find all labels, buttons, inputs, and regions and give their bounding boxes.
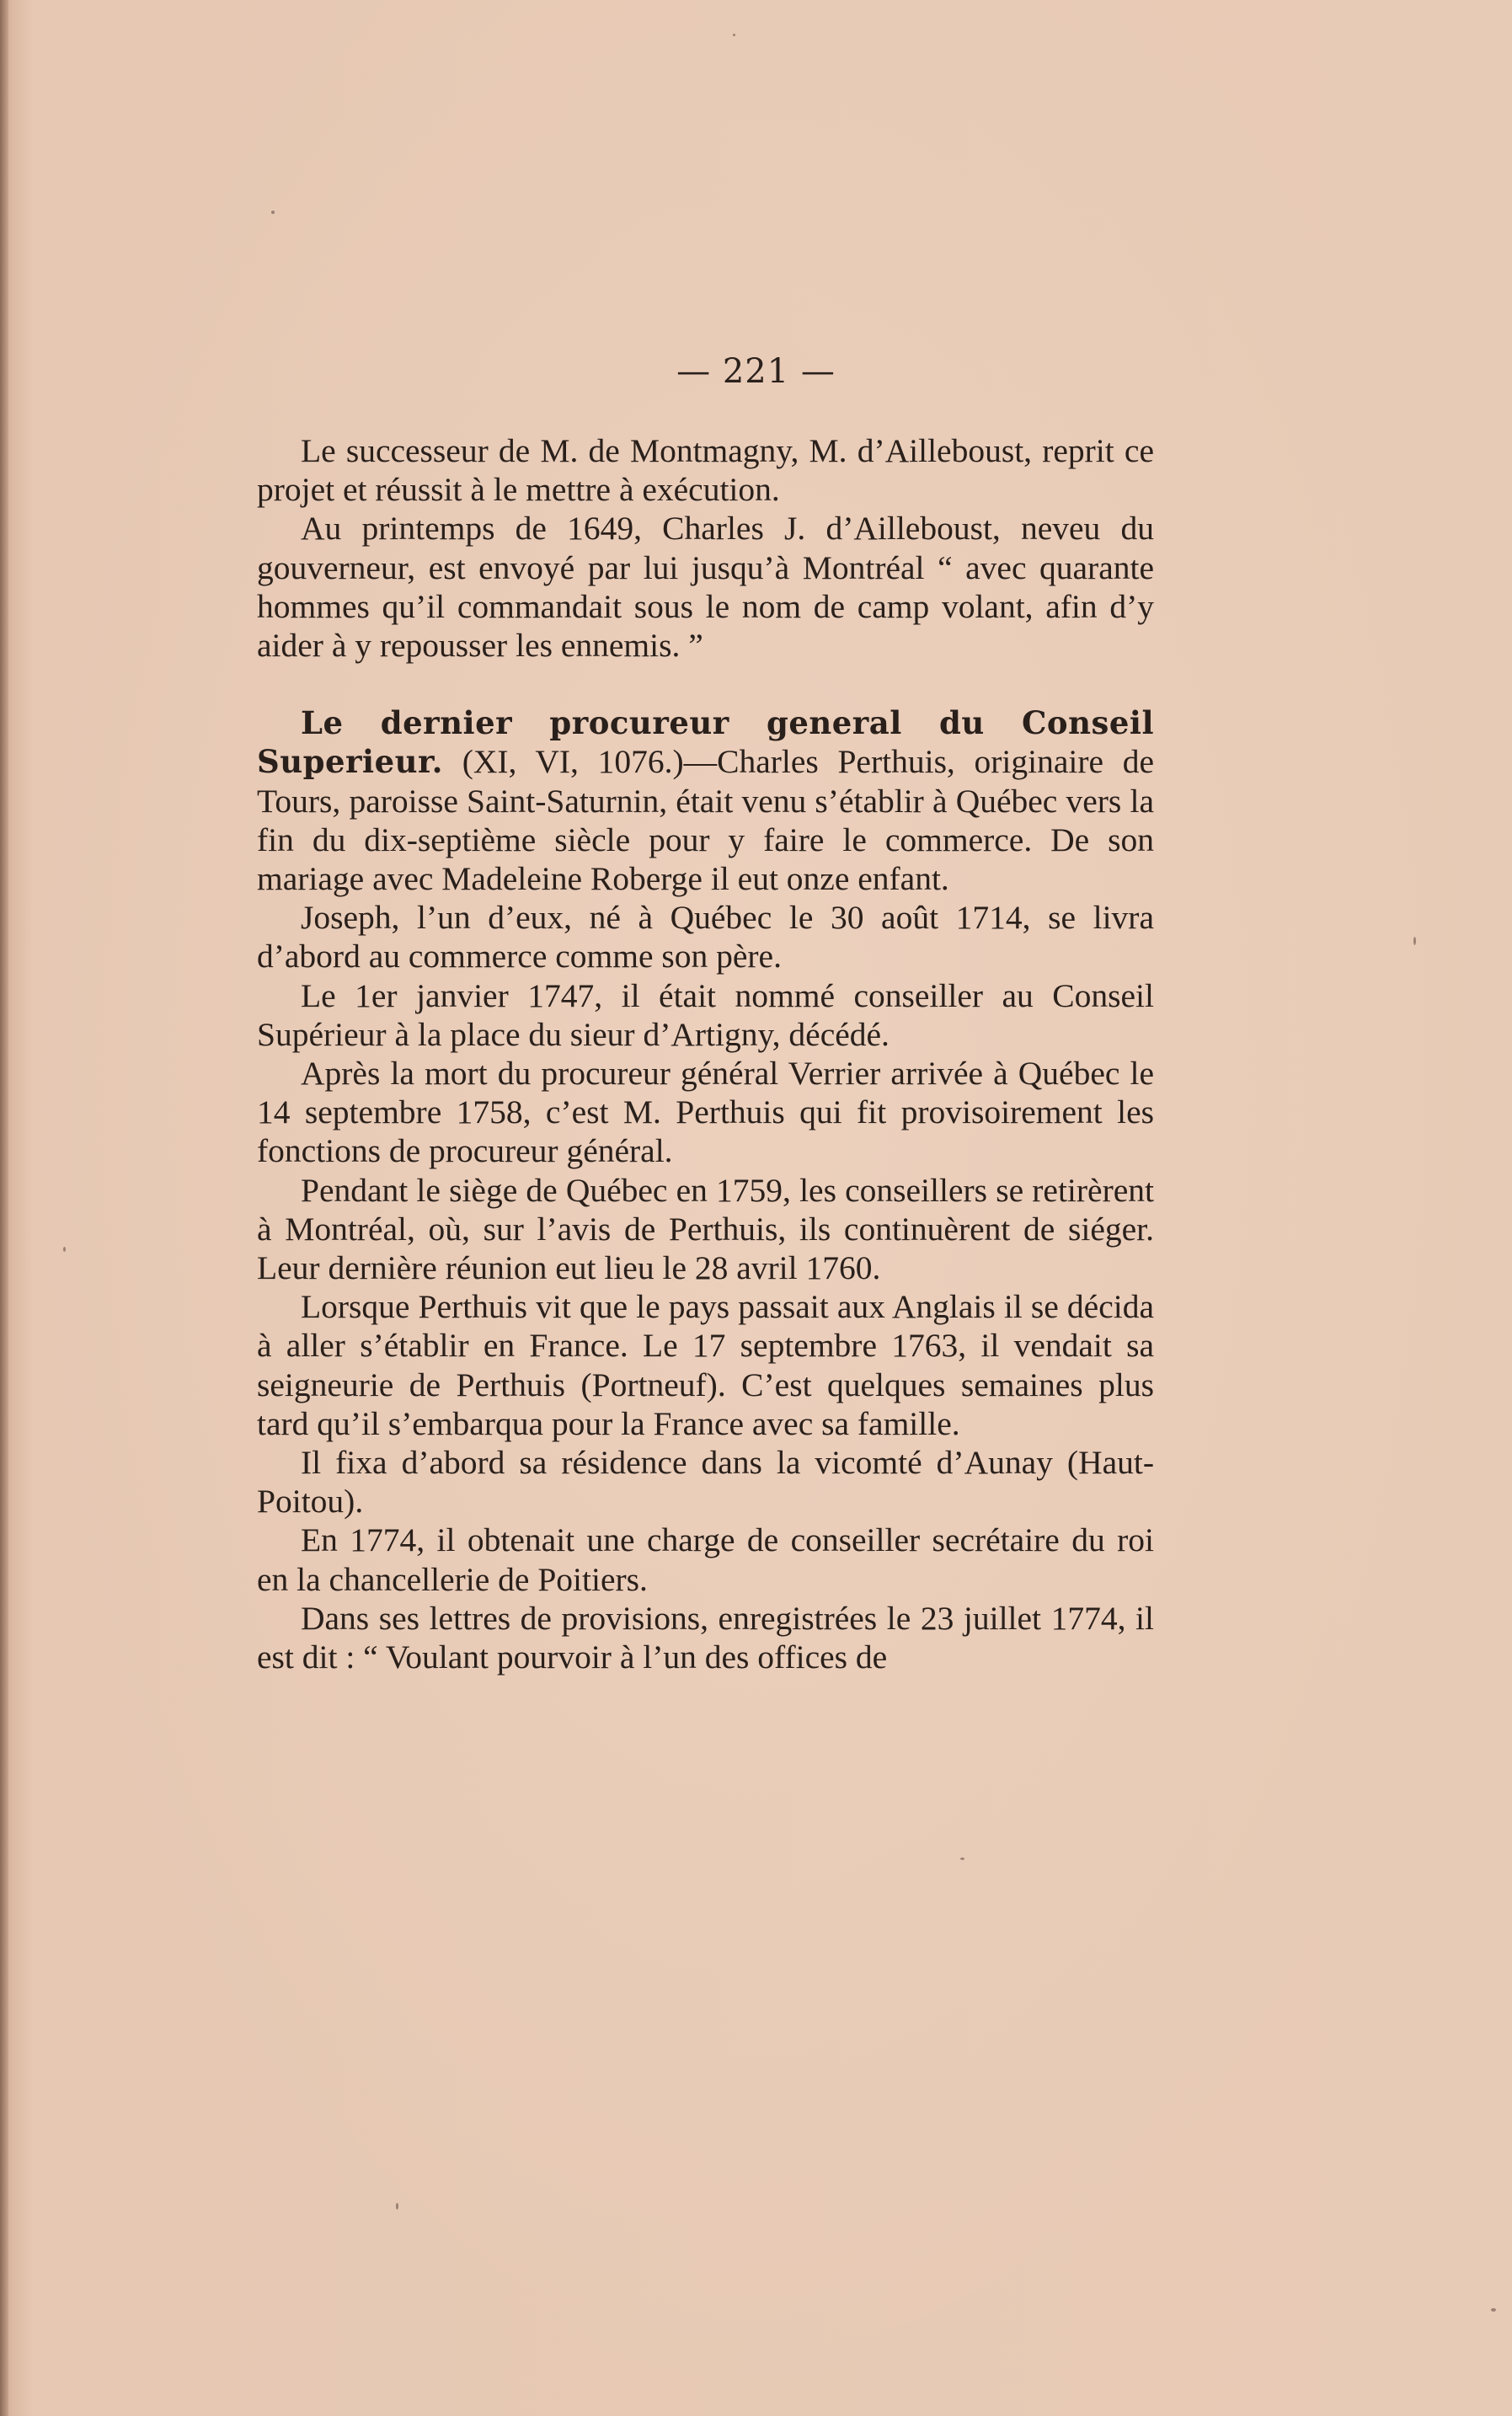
paragraph-text: Dans ses lettres de provisions, enregistrées le 23 juillet 1774, il est dit : “ Voulant pourvoir à l’un des offices de [257,1599,1154,1676]
paragraph-11 [257,1599,1154,1676]
paragraph-text: Lorsque Perthuis vit que le pays passait aux Anglais il se décida à aller s’établir en France. Le 17 septembre 1763, il vendait sa seigneurie de Perthuis (Portneuf). C’est quelques semaines plus tard qu’il s’embarqua pour la France avec sa famille. [257,1288,1154,1442]
paper-speck [271,211,275,214]
paragraph-text: Joseph, l’un d’eux, né à Québec le 30 août 1714, se livra d’abord au commerce comme son père. [257,899,1154,975]
body-text [257,431,1154,1676]
section-heading: Le dernier procureur general du Conseil Superieur. [257,704,1154,781]
paragraph-text: Le successeur de M. de Montmagny, M. d’Ailleboust, reprit ce projet et réussit à le mettre à exécution. [257,432,1154,509]
paper-speck [733,34,735,36]
paragraph-text: Il fixa d’abord sa résidence dans la vicomté d’Aunay (Haut-Poitou). [257,1444,1154,1521]
paper-speck [1491,2308,1496,2312]
paragraph-2 [257,509,1154,665]
paper-speck [960,1857,964,1860]
section-gap [257,665,1154,703]
paper-speck [63,1247,66,1252]
paragraph-text: En 1774, il obtenait une charge de conseiller secrétaire du roi en la chancellerie de Poitiers. [257,1521,1154,1598]
paragraph-8 [257,1287,1154,1443]
paragraph-3 [257,703,1154,898]
paragraph-5 [257,976,1154,1054]
paragraph-6 [257,1054,1154,1171]
paragraph-text: Au printemps de 1649, Charles J. d’Ailleboust, neveu du gouverneur, est envoyé par lui jusqu’à Montréal “ avec quarante hommes qu’il commandait sous le nom de camp volant, afin d’y aider à y repousser les ennemis. ” [257,510,1154,665]
paragraph-4 [257,898,1154,975]
paragraph-7 [257,1171,1154,1288]
paragraph-9 [257,1443,1154,1521]
paper-speck [396,2203,398,2210]
paragraph-text: (XI, VI, 1076.)—Charles Perthuis, originaire de Tours, paroisse Saint-Saturnin, était venu s’établir à Québec vers la fin du dix-septième siècle pour y faire le commerce. De son mariage avec Madeleine Roberge il eut onze enfant. [257,743,1154,898]
paragraph-text: Le 1er janvier 1747, il était nommé conseiller au Conseil Supérieur à la place du sieur d’Artigny, décédé. [257,976,1154,1053]
paragraph-text: Pendant le siège de Québec en 1759, les conseillers se retirèrent à Montréal, où, sur l’avis de Perthuis, ils continuèrent de siéger. Leur dernière réunion eut lieu le 28 avril 1760. [257,1171,1154,1287]
paragraph-10 [257,1521,1154,1598]
paragraph-1 [257,431,1154,509]
paragraph-text: Après la mort du procureur général Verrier arrivée à Québec le 14 septembre 1758, c’est M. Perthuis qui fit provisoirement les fonctions de procureur général. [257,1055,1154,1170]
paper-speck [1413,937,1416,945]
page-number: — 221 — [676,352,836,391]
